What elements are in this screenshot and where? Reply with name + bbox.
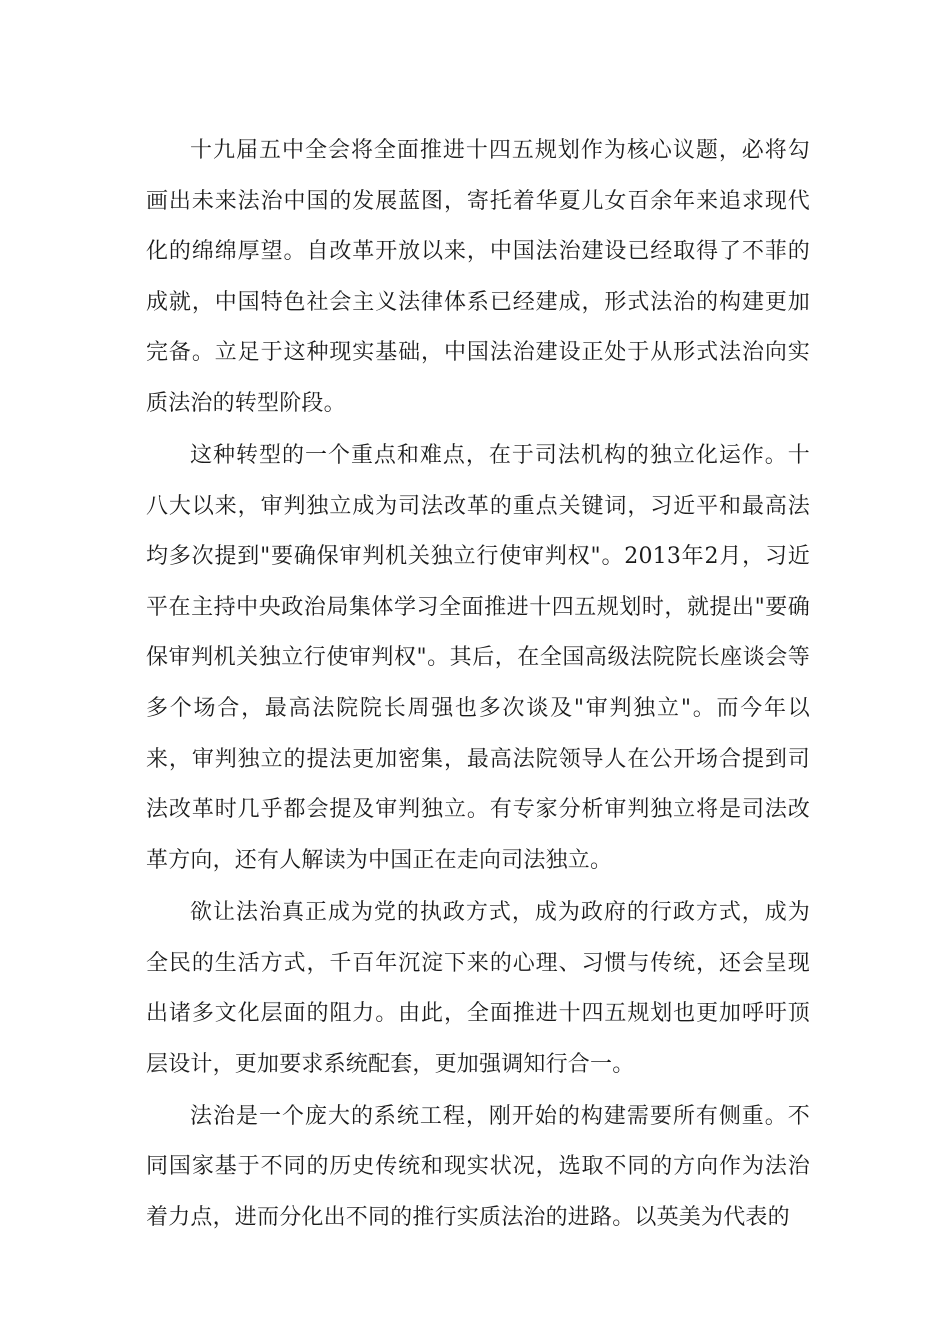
paragraph: 法治是一个庞大的系统工程，刚开始的构建需要所有侧重。不同国家基于不同的历史传统和现实状况，选取不同的方向作为法治着力点，进而分化出不同的推行实质法治的进路。以英美为代表的 (146, 1103, 810, 1230)
paragraph: 这种转型的一个重点和难点，在于司法机构的独立化运作。十八大以来，审判独立成为司法改革的重点关键词，习近平和最高法均多次提到"要确保审判机关独立行使审判权"。2013年2月，习近平在主持中央政治局集体学习全面推进十四五规划时，就提出"要确保审判机关独立行使审判权"。其后，在全国高级法院院长座谈会等多个场合，最高法院院长周强也多次谈及"审判独立"。而今年以来，审判独立的提法更加密集，最高法院领导人在公开场合提到司法改革时几乎都会提及审判独立。有专家分析审判独立将是司法改革方向，还有人解读为中国正在走向司法独立。 (146, 443, 810, 873)
paragraph: 十九届五中全会将全面推进十四五规划作为核心议题，必将勾画出未来法治中国的发展蓝图，寄托着华夏儿女百余年来追求现代化的绵绵厚望。自改革开放以来，中国法治建设已经取得了不菲的成就，中国特色社会主义法律体系已经建成，形式法治的构建更加完备。立足于这种现实基础，中国法治建设正处于从形式法治向实质法治的转型阶段。 (146, 138, 810, 416)
paragraph: 欲让法治真正成为党的执政方式，成为政府的行政方式，成为全民的生活方式，千百年沉淀下来的心理、习惯与传统，还会呈现出诸多文化层面的阻力。由此，全面推进十四五规划也更加呼吁顶层设计，更加要求系统配套，更加强调知行合一。 (146, 899, 810, 1077)
document-body (146, 126, 810, 1245)
